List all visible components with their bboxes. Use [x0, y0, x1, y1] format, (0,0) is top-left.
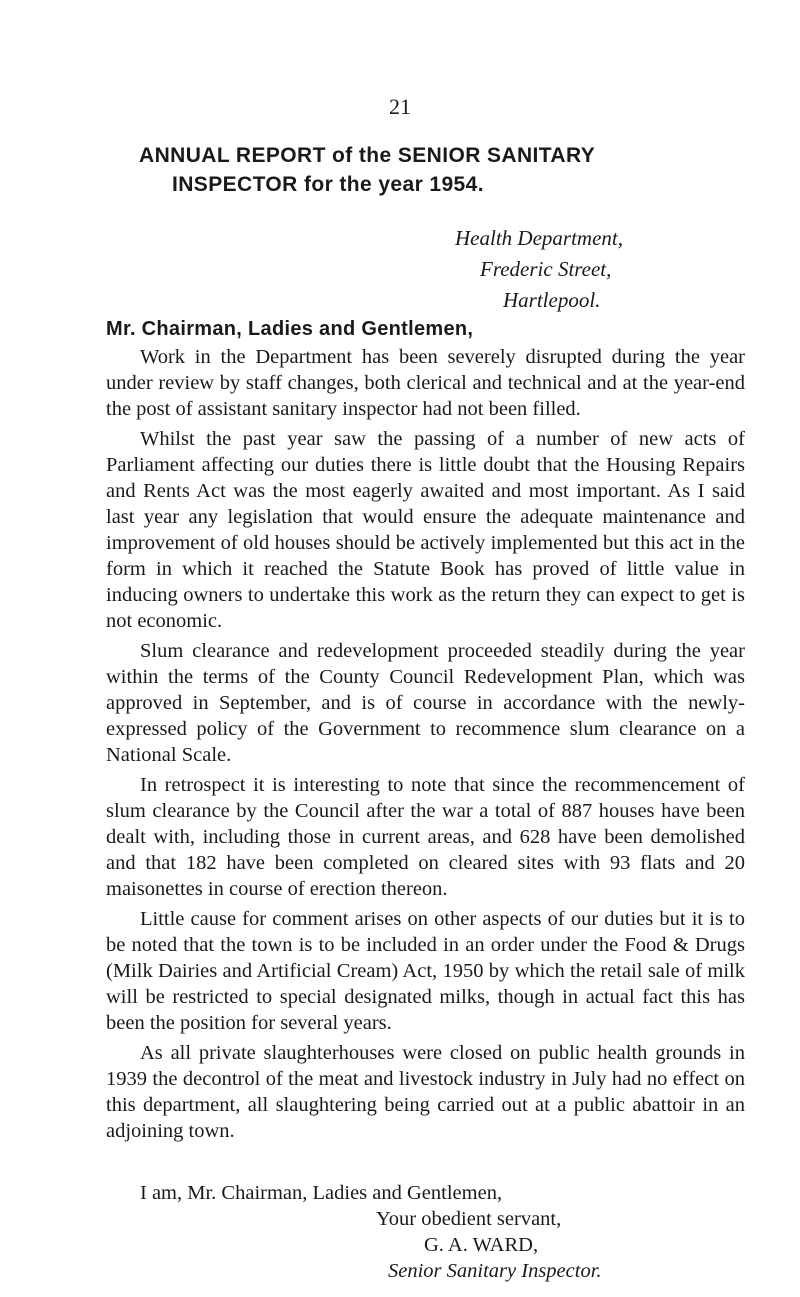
paragraph: Work in the Department has been severely disrupted during the year under review by staff changes, both clerical and technical and at the year-end the post of assistant sanitary inspector had not been filled. [106, 346, 745, 420]
sender-address [400, 223, 745, 316]
letter-closing [106, 1180, 745, 1284]
salutation: Mr. Chairman, Ladies and Gentlemen, [106, 318, 474, 340]
paragraph: Whilst the past year saw the passing of a number of new acts of Parliament affecting our duties there is little doubt that the Housing Repairs and Rents Act was the most eagerly awaited and most important. As I said last year any legislation that would ensure the adequate maintenance and improvement of old houses should be actively implemented but this act in the form in which it reached the Statute Book has proved of little value in inducing owners to undertake this work as the return they can expect to get is not economic. [106, 428, 745, 632]
report-body [106, 344, 745, 1148]
address-line-1: Health Department, [455, 226, 623, 250]
paragraph: Slum clearance and redevelopment proceeded steadily during the year within the terms of the County Council Redevelopment Plan, which was approved in September, and is of course in accordance with the newly-expressed policy of the Government to recommence slum clearance on a National Scale. [106, 640, 745, 766]
paragraph: Little cause for comment arises on other aspects of our duties but it is to be noted that the town is to be included in an order under the Food & Drugs (Milk Dairies and Artificial Cream) Act, 1950 by which the retail sale of milk will be restricted to special designated milks, though in actual fact this has been the position for several years. [106, 908, 745, 1034]
report-title [139, 141, 699, 199]
report-title-line-2: INSPECTOR for the year 1954. [172, 173, 484, 196]
signatory-name: G. A. WARD, [424, 1234, 539, 1256]
valediction: Your obedient servant, [376, 1208, 562, 1230]
closing-line: I am, Mr. Chairman, Ladies and Gentlemen, [140, 1182, 503, 1204]
address-line-3: Hartlepool. [503, 288, 601, 312]
signatory-position: Senior Sanitary Inspector. [388, 1260, 602, 1282]
paragraph: In retrospect it is interesting to note that since the recommencement of slum clearance by the Council after the war a total of 887 houses have been dealt with, including those in current areas, and 628 have been demolished and that 182 have been completed on cleared sites with 93 flats and 20 maisonettes in course of erection thereon. [106, 774, 745, 900]
address-line-2: Frederic Street, [480, 257, 612, 281]
report-title-line-1: ANNUAL REPORT of the SENIOR SANITARY [139, 144, 596, 167]
paragraph: As all private slaughterhouses were closed on public health grounds in 1939 the decontrol of the meat and livestock industry in July had no effect on this department, all slaughtering being carried out at a public abattoir in an adjoining town. [106, 1042, 745, 1142]
page-number: 21 [389, 94, 411, 119]
